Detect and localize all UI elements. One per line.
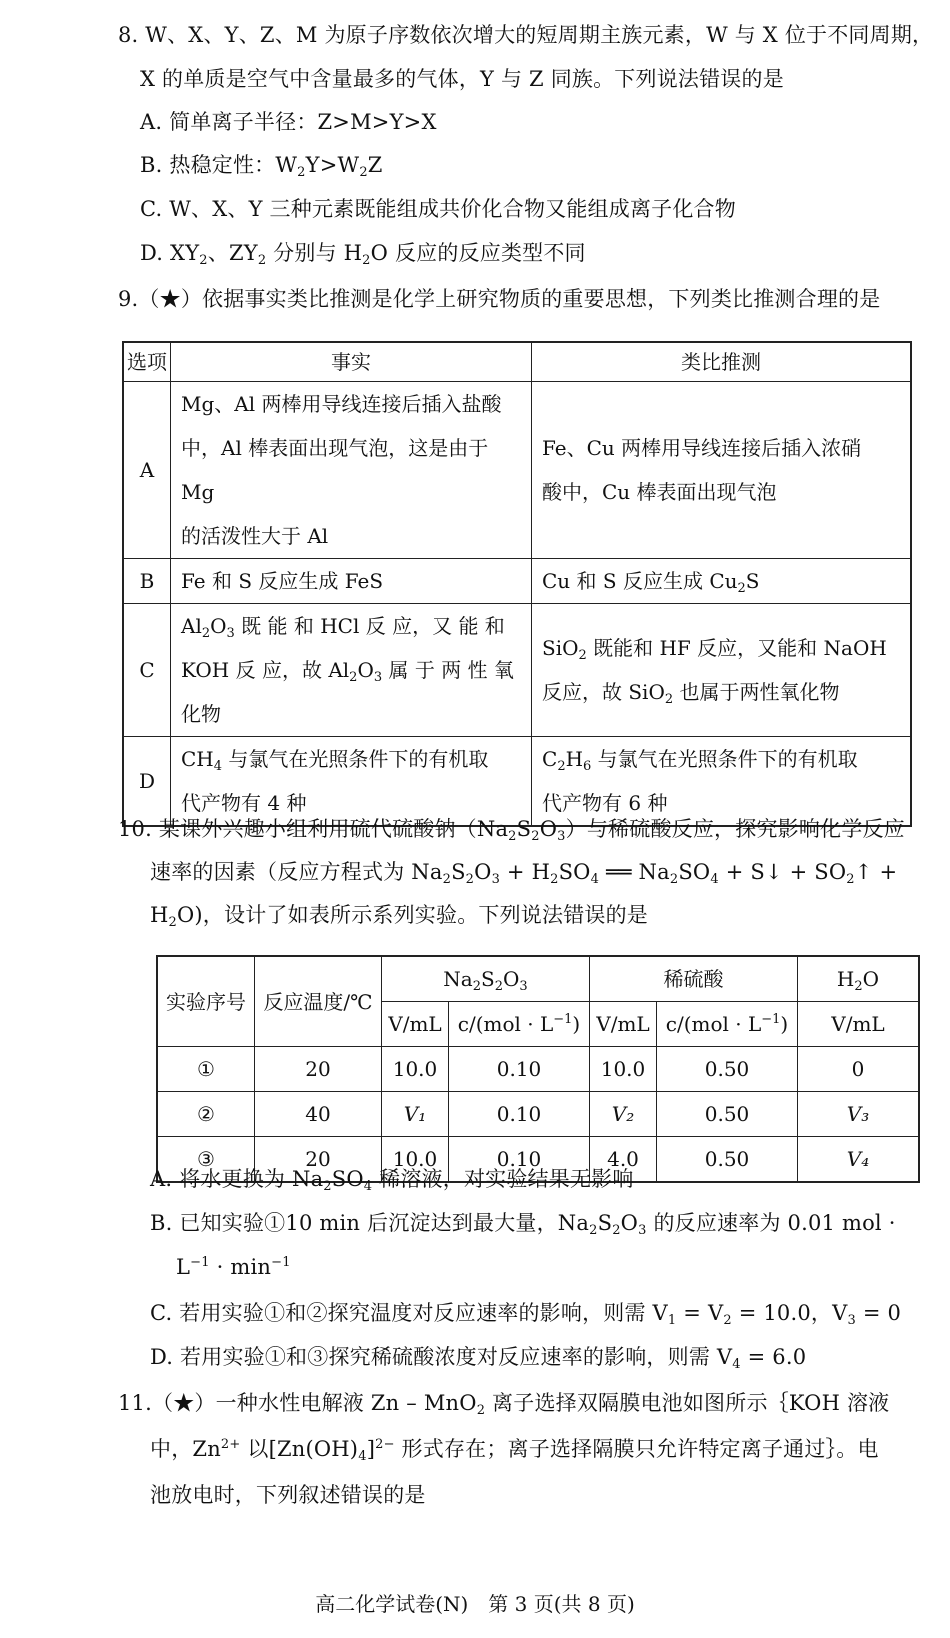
q9-row-d-fact: $CH_4$ 与氯气在光照条件下的有机取 代产物有 4 种: [171, 737, 532, 827]
table-row: [123, 382, 911, 559]
q9-stem: 9.（★）依据事实类比推测是化学上研究物质的重要思想，下列类比推测合理的是: [118, 287, 881, 311]
table-row: [157, 1047, 919, 1092]
q10-stem-line2: 速率的因素（反应方程式为 $Na_2S_2O_3 + H_2SO_4$ ══ $Na_2SO_4$ + S↓ + $SO_2↑$ +: [150, 860, 898, 887]
q10-option-d: D. 若用实验①和③探究稀硫酸浓度对反应速率的影响，则需 $V_4 = 6.0$: [150, 1345, 807, 1372]
q10-option-a: A. 将水更换为 $Na_2SO_4$ 稀溶液，对实验结果无影响: [150, 1167, 634, 1194]
table-row: [123, 342, 911, 382]
q10-cell: 0.10: [449, 1047, 590, 1092]
q9-row-a-inference: Fe、Cu 两棒用导线连接后插入浓硝 酸中，Cu 棒表面出现气泡: [532, 382, 912, 559]
q10-header-water: $H_2O$: [798, 956, 920, 1002]
q9-row-a-fact: Mg、Al 两棒用导线连接后插入盐酸 中，Al 棒表面出现气泡，这是由于 Mg 的活泼性大于 Al: [171, 382, 532, 559]
q10-option-c: C. 若用实验①和②探究温度对反应速率的影响，则需 $V_1 = V_2 = 10.0$，$V_3 = 0$: [150, 1301, 902, 1328]
q10-sub-v2: V/mL: [590, 1002, 657, 1047]
q9-header-fact: 事实: [171, 342, 532, 382]
q10-cell: 4.0: [590, 1137, 657, 1183]
q10-cell: ③: [157, 1137, 255, 1183]
table-row: [157, 1092, 919, 1137]
q10-table: [156, 955, 920, 1183]
q11-stem-line3: 池放电时，下列叙述错误的是: [150, 1483, 426, 1507]
q10-header-acid: 稀硫酸: [590, 956, 798, 1002]
q10-cell: 20: [255, 1137, 382, 1183]
q10-header-no: 实验序号: [157, 956, 255, 1047]
table-row: [157, 956, 919, 1002]
q10-cell: 0: [798, 1047, 920, 1092]
q9-row-b-inference: Cu 和 S 反应生成 $Cu_2S$: [532, 559, 912, 604]
q10-cell: V₂: [590, 1092, 657, 1137]
q10-sub-v3: V/mL: [798, 1002, 920, 1047]
q10-sub-c1: $c/(mol \cdot L^{-1})$: [449, 1002, 590, 1047]
q9-row-b-fact: Fe 和 S 反应生成 FeS: [171, 559, 532, 604]
q10-sub-v1: V/mL: [382, 1002, 449, 1047]
q9-row-c-inference: SiO$_2$ 既能和 HF 反应，又能和 NaOH 反应，故 SiO$_2$ 也属于两性氧化物: [532, 604, 912, 737]
q9-row-c-option: C: [123, 604, 171, 737]
q9-row-a-option: A: [123, 382, 171, 559]
q9-row-b-option: B: [123, 559, 171, 604]
q10-cell: V₁: [382, 1092, 449, 1137]
q10-option-b-line1: B. 已知实验①10 min 后沉淀达到最大量，$Na_2S_2O_3$ 的反应速率为 0.01 mol ·: [150, 1211, 896, 1238]
q10-cell: V₄: [798, 1137, 920, 1183]
q9-row-d-inference: $C_2H_6$ 与氯气在光照条件下的有机取 代产物有 6 种: [532, 737, 912, 827]
q10-cell: 10.0: [382, 1137, 449, 1183]
q8-stem-line1: 8. W、X、Y、Z、M 为原子序数依次增大的短周期主族元素，W 与 X 位于不同周期，: [118, 23, 934, 47]
q9-row-d-option: D: [123, 737, 171, 827]
q10-cell: 10.0: [590, 1047, 657, 1092]
table-row: [123, 604, 911, 737]
q10-cell: 0.10: [449, 1137, 590, 1183]
q10-stem-line3: $H_2O$)，设计了如表所示系列实验。下列说法错误的是: [150, 903, 649, 930]
q8-option-b: B. 热稳定性：$W_2Y>W_2Z$: [140, 153, 383, 180]
q10-cell: 20: [255, 1047, 382, 1092]
q10-cell: 0.50: [657, 1137, 798, 1183]
q10-cell: 10.0: [382, 1047, 449, 1092]
q10-sub-c2: $c/(mol \cdot L^{-1})$: [657, 1002, 798, 1047]
q8-option-a: A. 简单离子半径：Z>M>Y>X: [140, 110, 437, 134]
table-row: [123, 559, 911, 604]
q9-header-option: 选项: [123, 342, 171, 382]
q10-cell: ①: [157, 1047, 255, 1092]
q10-option-b-line2: $L^{-1} \cdot \min^{-1}$: [176, 1255, 291, 1279]
q10-cell: 0.50: [657, 1092, 798, 1137]
q10-header-temp: 反应温度/℃: [255, 956, 382, 1047]
q10-cell: 0.50: [657, 1047, 798, 1092]
q10-cell: V₃: [798, 1092, 920, 1137]
q11-stem-line2: 中，$Zn^{2+}$ 以$[Zn(OH)_4]^{2-}$ 形式存在；离子选择隔膜只允许特定离子通过｝。电: [150, 1437, 879, 1464]
q9-table: [122, 341, 912, 827]
q9-header-inference: 类比推测: [532, 342, 912, 382]
table-row: [123, 737, 911, 827]
q10-cell: 40: [255, 1092, 382, 1137]
q10-cell: ②: [157, 1092, 255, 1137]
q8-option-d: D. $XY_2$、$ZY_2$ 分别与 $H_2O$ 反应的反应类型不同: [140, 241, 586, 268]
q11-stem-line1: 11.（★）一种水性电解液 Zn – MnO$_2$ 离子选择双隔膜电池如图所示｛KOH 溶液: [118, 1391, 890, 1418]
page-footer: 高二化学试卷(N) 第 3 页(共 8 页): [315, 1592, 635, 1616]
q8-stem-line2: X 的单质是空气中含量最多的气体，Y 与 Z 同族。下列说法错误的是: [140, 67, 784, 91]
q10-cell: 0.10: [449, 1092, 590, 1137]
q9-row-c-fact: $Al_2O_3$ 既 能 和 HCl 反 应，又 能 和 KOH 反 应，故 $Al_2O_3$ 属 于 两 性 氧 化物: [171, 604, 532, 737]
q10-header-na2s2o3: $Na_2S_2O_3$: [382, 956, 590, 1002]
q10-stem-line1: 10. 某课外兴趣小组利用硫代硫酸钠$(Na_2S_2O_3)$与稀硫酸反应，探究影响化学反应: [118, 817, 905, 844]
q8-option-c: C. W、X、Y 三种元素既能组成共价化合物又能组成离子化合物: [140, 197, 736, 221]
